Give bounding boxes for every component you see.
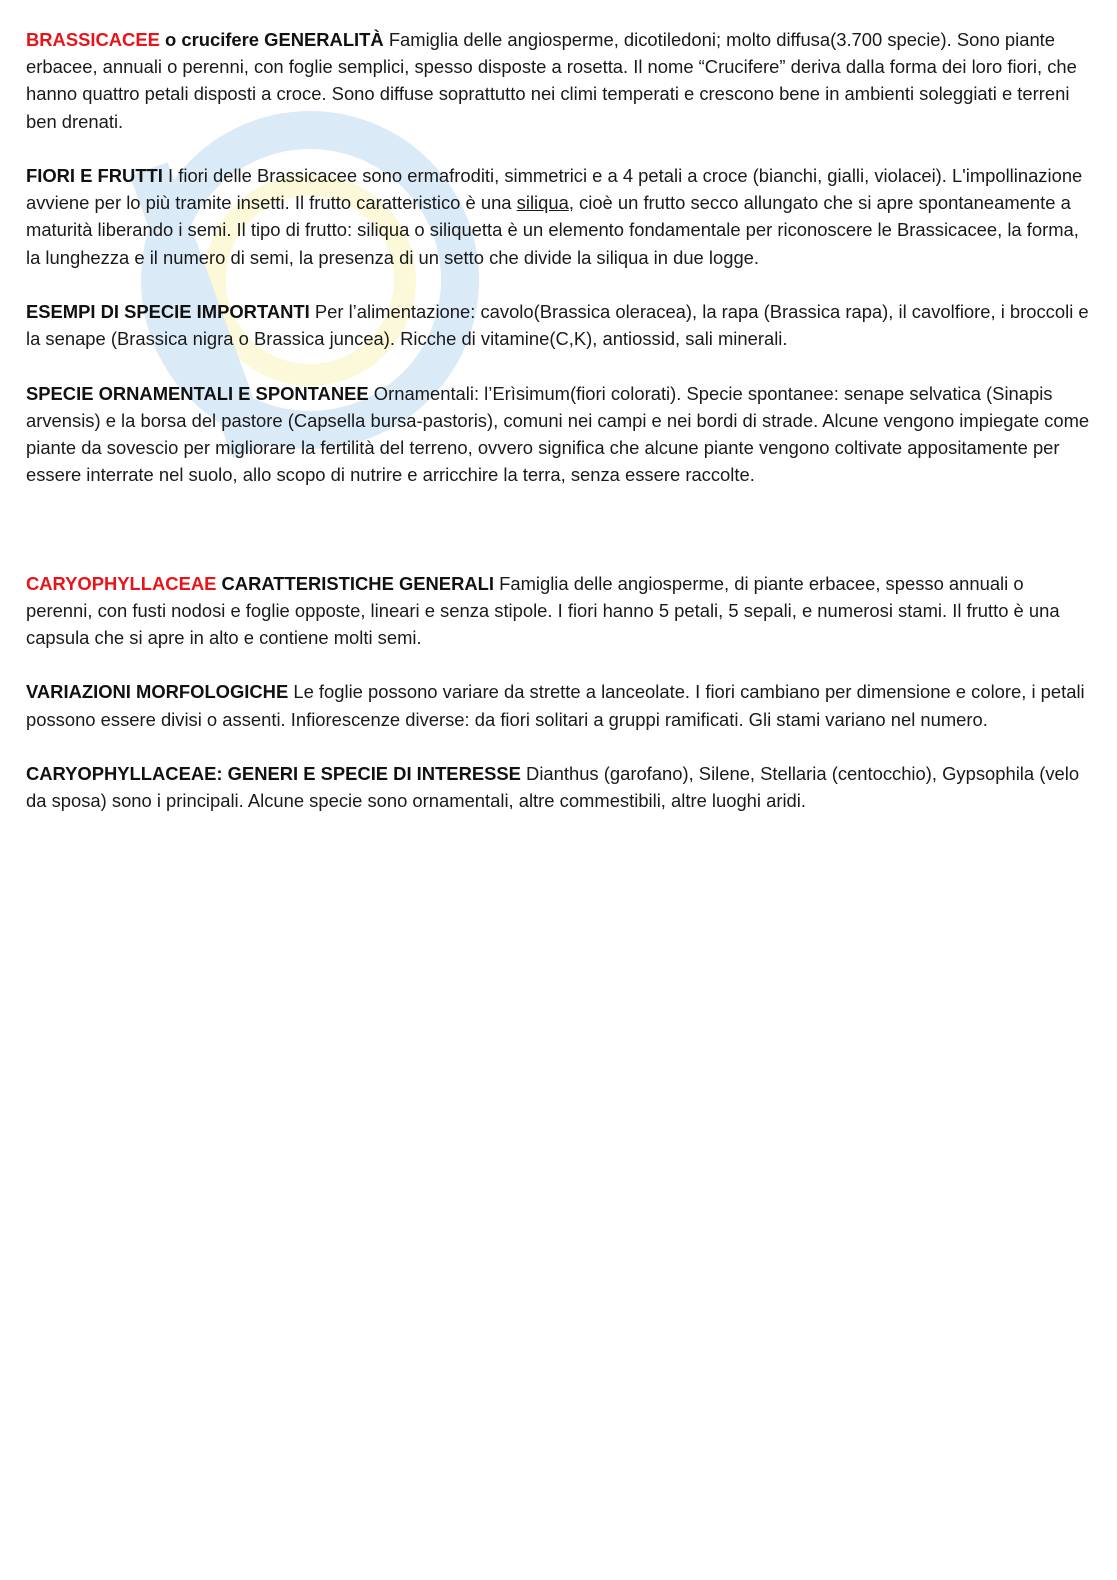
section-text: Famiglia delle angiosperme, dicotiledoni; molto diffusa(3.700 specie). Sono piante erbacee, annuali o perenni, con foglie semplici, spesso disposte a rosetta. Il nome “Crucifere” deriva dalla forma dei loro fiori, che hanno quattro petali disposti a croce. Sono diffuse soprattutto nei climi temperati e crescono bene in ambienti soleggiati e terreni ben drenati. (26, 29, 1077, 132)
section-text: Per l’alimentazione: cavolo(Brassica oleracea), la rapa (Brassica rapa), il cavolfiore, i broccoli e la senape (Brassica nigra o Brassica juncea). Ricche di vitamine(C,K), antiossid, sali minerali. (26, 301, 1089, 350)
section-text: Ornamentali: l’Erìsimum(fiori colorati). Specie spontanee: senape selvatica (Sinapis arvensis) e la borsa del pastore (Capsella bursa-pastoris), comuni nei campi e nei bordi di strade. Alcune vengono impiegate come piante da sovescio per migliorare la fertilità del terreno, ovvero significa che alcune piante vengono coltivate appositamente per essere interrate nel suolo, allo scopo di nutrire e arricchire la terra, senza essere raccolte. (26, 382, 1090, 486)
section-generi (26, 760, 1090, 814)
section-title: VARIAZIONI MORFOLOGICHE (26, 681, 289, 703)
section-text: Dianthus (garofano), Silene, Stellaria (centocchio), Gypsophila (velo da sposa) sono i principali. Alcune specie sono ornamentali, altre commestibili, altre luoghi aridi. (26, 762, 1080, 812)
section-spacer (26, 516, 1090, 570)
section-title-red: BRASSICACEE (26, 29, 160, 50)
section-title: o crucifere GENERALITÀ (165, 29, 384, 50)
underlined-term: siliqua (516, 192, 569, 214)
section-title-red: CARYOPHYLLACEAE (26, 572, 217, 594)
section-title: CARYOPHYLLACEAE: GENERI E SPECIE DI INTERESSE (26, 762, 521, 784)
section-title: FIORI E FRUTTI (26, 165, 163, 186)
section-text-continued: , cioè un frutto secco allungato che si apre spontaneamente a maturità liberando i semi. Il tipo di frutto: siliqua o siliquetta è un elemento fondamentale per riconoscere le Brassicacee, la forma, la lunghezza e il numero di semi, la presenza di un setto che divide la siliqua in due logge. (26, 192, 1079, 268)
section-title: CARATTERISTICHE GENERALI (221, 572, 494, 594)
section-title: ESEMPI DI SPECIE IMPORTANTI (26, 301, 310, 322)
section-ornamentali (26, 380, 1090, 489)
section-text: Le foglie possono variare da strette a lanceolate. I fiori cambiano per dimensione e colore, i petali possono essere divisi o assenti. Infiorescenze diverse: da fiori solitari a gruppi ramificati. Gli stami variano nel numero. (26, 681, 1085, 730)
section-text: Famiglia delle angiosperme, di piante erbacee, spesso annuali o perenni, con fusti nodosi e foglie opposte, lineari e senza stipole. I fiori hanno 5 petali, 5 sepali, e numerosi stami. Il frutto è una capsula che si apre in alto e contiene molti semi. (26, 572, 1060, 648)
section-title: SPECIE ORNAMENTALI E SPONTANEE (26, 382, 369, 404)
section-esempi (26, 298, 1090, 352)
section-fiori-frutti (26, 162, 1090, 271)
section-brassicacee (26, 26, 1090, 135)
section-text: I fiori delle Brassicacee sono ermafroditi, simmetrici e a 4 petali a croce (bianchi, gialli, violacei). L'impollinazione avviene per lo più tramite insetti. Il frutto caratteristico è una (26, 165, 1083, 214)
section-caryophyllaceae (26, 570, 1090, 652)
section-variazioni (26, 678, 1090, 732)
document-body (26, 26, 1090, 842)
